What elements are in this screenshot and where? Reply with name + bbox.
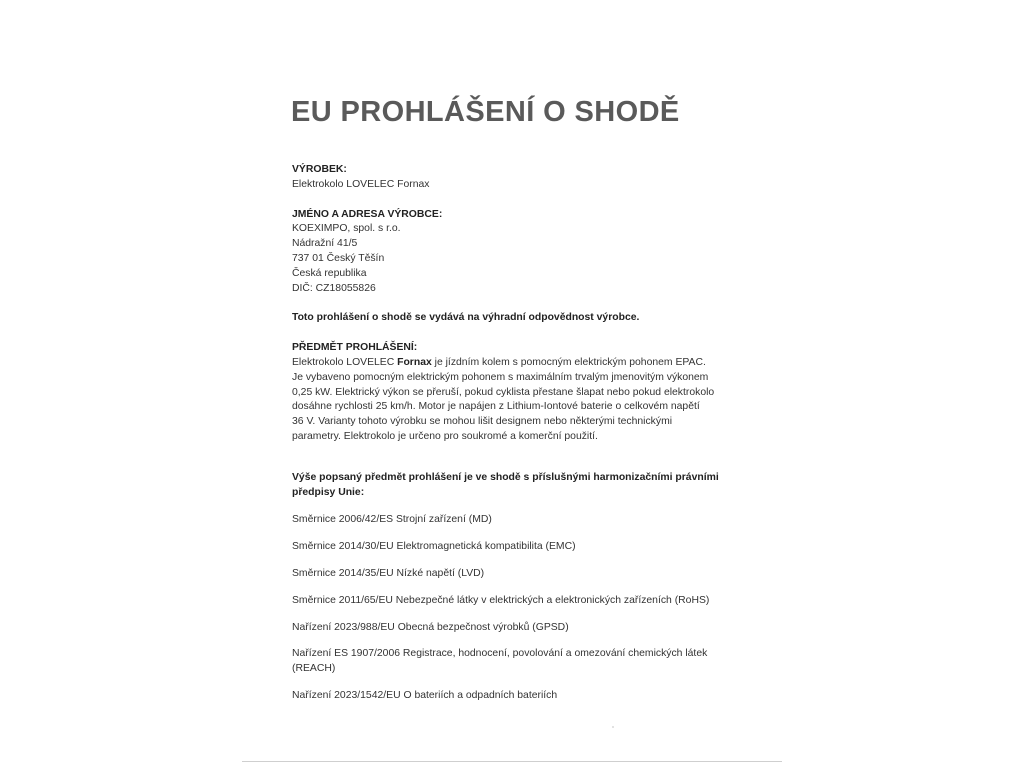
document-title: EU PROHLÁŠENÍ O SHODĚ (291, 96, 680, 128)
regulation-item: Směrnice 2014/30/EU Elektromagnetická kompatibilita (EMC) (292, 541, 576, 553)
product-name: Elektrokolo LOVELEC Fornax (292, 178, 430, 190)
regulation-item: Směrnice 2006/42/ES Strojní zařízení (MD) (292, 514, 492, 526)
manufacturer-line: Česká republika (292, 267, 367, 279)
regulation-item-multiline (292, 647, 752, 677)
manufacturer-line: Nádražní 41/5 (292, 238, 358, 250)
subject-line: Je vybaveno pomocným elektrickým pohonem s maximálním trvalým jmenovitým výkonem (292, 371, 709, 383)
product-model-name: Fornax (397, 356, 432, 368)
subject-line: 0,25 kW. Elektrický výkon se přeruší, pokud cyklista přestane šlapat nebo pokud elektrokolo (292, 386, 715, 398)
subject-lead-start: Elektrokolo LOVELEC (292, 356, 398, 368)
regulation-list (292, 513, 752, 703)
regulation-item: Směrnice 2014/35/EU Nízké napětí (LVD) (292, 567, 485, 579)
regulation-item: Nařízení 2023/988/EU Obecná bezpečnost výrobků (GPSD) (292, 621, 569, 633)
product-heading: VÝROBEK: (292, 164, 347, 175)
manufacturer-line: KOEXIMPO, spol. s r.o. (292, 223, 401, 235)
regulation-item: Nařízení 2023/1542/EU O bateriích a odpadních bateriích (292, 689, 558, 701)
subject-line: parametry. Elektrokolo je určeno pro soukromé a komerční použití. (292, 430, 598, 442)
manufacturer-heading: JMÉNO A ADRESA VÝROBCE: (292, 208, 443, 220)
page-bottom-edge (242, 761, 782, 762)
scan-speck (612, 726, 614, 728)
conformity-statement-line: předpisy Unie: (292, 486, 365, 498)
regulation-item: Směrnice 2011/65/EU Nebezpečné látky v elektrických a elektronických zařízeních (RoHS) (292, 594, 710, 606)
subject-lead (292, 356, 752, 371)
conformity-statement-line: Výše popsaný předmět prohlášení je ve shodě s příslušnými harmonizačními právními (292, 471, 719, 483)
regulation-item-line: Nařízení ES 1907/2006 Registrace, hodnocení, povolování a omezování chemických látek (292, 648, 708, 660)
responsibility-statement: Toto prohlášení o shodě se vydává na výhradní odpovědnost výrobce. (292, 312, 640, 324)
document-body (292, 163, 752, 716)
manufacturer-line: 737 01 Český Těšín (292, 252, 385, 264)
subject-lead-end: je jízdním kolem s pomocným elektrickým pohonem EPAC. (431, 356, 706, 368)
manufacturer-line: DIČ: CZ18055826 (292, 282, 376, 294)
regulation-item-line: (REACH) (292, 663, 336, 675)
subject-line: dosáhne rychlosti 25 km/h. Motor je napájen z Lithium-Iontové baterie o celkovém napětí (292, 401, 700, 413)
subject-line: 36 V. Varianty tohoto výrobku se mohou lišit designem nebo některými technickými (292, 416, 673, 428)
subject-heading: PŘEDMĚT PROHLÁŠENÍ: (292, 342, 418, 354)
